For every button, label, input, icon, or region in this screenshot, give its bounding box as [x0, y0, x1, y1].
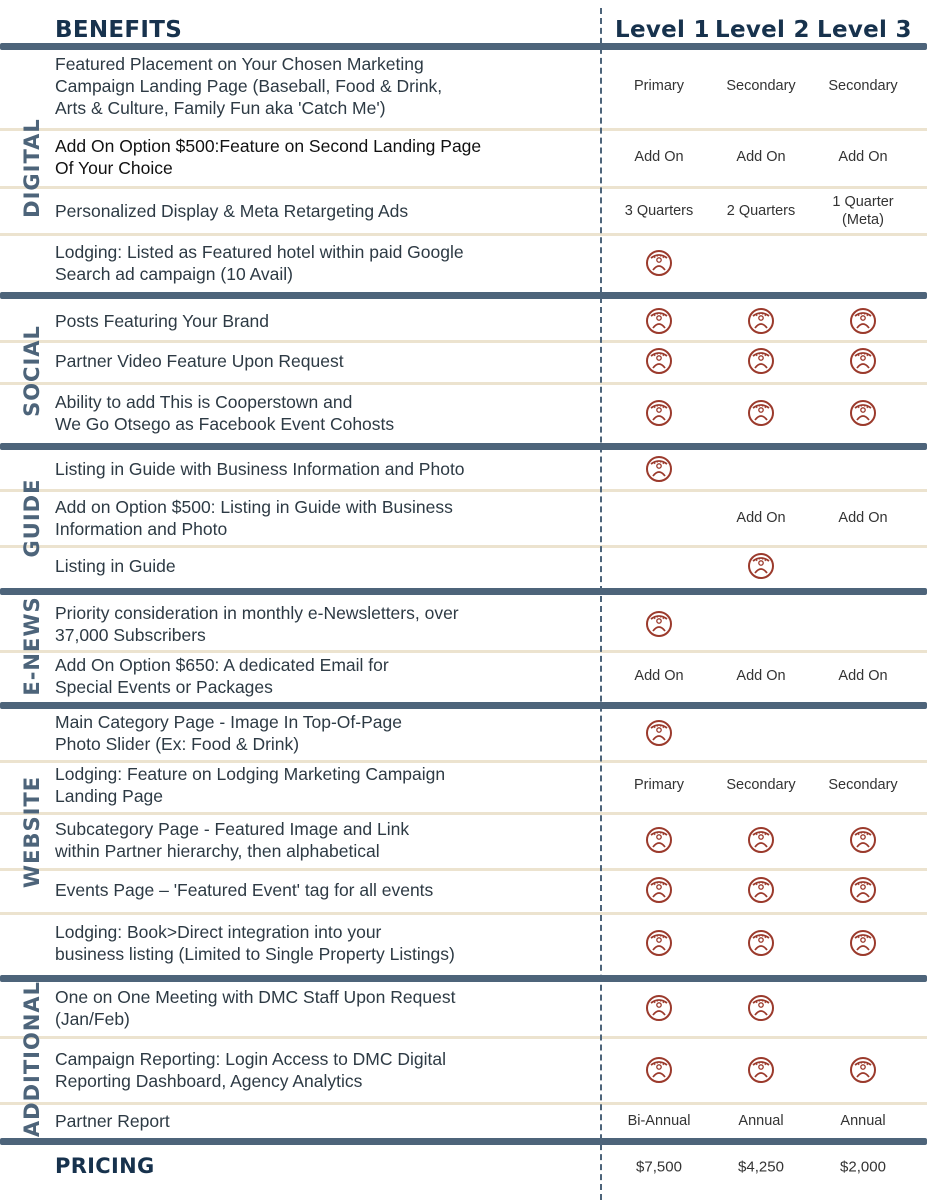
baseball-icon [645, 399, 673, 427]
baseball-icon [645, 994, 673, 1022]
section-label-additional: ADDITIONAL [20, 980, 44, 1138]
row-divider [0, 912, 927, 915]
row-divider [0, 545, 927, 548]
section-divider [0, 292, 927, 299]
section-label-enews: E-NEWS [20, 596, 44, 696]
row-divider [0, 650, 927, 653]
row-divider [0, 340, 927, 343]
level-3-value: Secondary [828, 78, 898, 94]
benefit-label: Partner Report [55, 1111, 170, 1131]
baseball-icon [849, 307, 877, 335]
baseball-icon [747, 552, 775, 580]
level-2-value: Secondary [726, 777, 796, 793]
baseball-icon [849, 876, 877, 904]
row-divider [0, 382, 927, 385]
benefits-header: BENEFITS [55, 17, 183, 43]
price-level-2: $4,250 [738, 1158, 784, 1176]
section-label-website: WEBSITE [20, 775, 44, 889]
level-2-value: Annual [738, 1113, 784, 1129]
baseball-icon [747, 876, 775, 904]
level-3-value: 1 Quarter (Meta) [832, 194, 894, 228]
level-3-value: Add On [838, 668, 888, 684]
section-divider [0, 975, 927, 982]
row-divider [0, 1102, 927, 1105]
benefit-label: One on One Meeting with DMC Staff Upon Request (Jan/Feb) [55, 987, 456, 1029]
baseball-icon [849, 929, 877, 957]
section-label-guide: GUIDE [20, 478, 44, 558]
baseball-icon [645, 826, 673, 854]
section-divider [0, 702, 927, 709]
benefit-label: Add On Option $500:Feature on Second Landing Page Of Your Choice [55, 136, 482, 178]
baseball-icon [747, 399, 775, 427]
level-1-value: Bi-Annual [627, 1113, 691, 1129]
benefit-label: Subcategory Page - Featured Image and Link within Partner hierarchy, then alphabetical [55, 819, 410, 861]
baseball-icon [849, 1056, 877, 1084]
price-level-3: $2,000 [840, 1158, 886, 1176]
benefit-label: Ability to add This is Cooperstown and We Go Otsego as Facebook Event Cohosts [55, 392, 395, 434]
baseball-icon [645, 347, 673, 375]
column-separator [600, 8, 602, 1200]
level-1-value: Primary [634, 78, 684, 94]
level-3-value: Add On [838, 149, 888, 165]
benefit-label: Lodging: Listed as Featured hotel within paid Google Search ad campaign (10 Avail) [55, 242, 464, 284]
baseball-icon [645, 307, 673, 335]
benefit-label: Lodging: Feature on Lodging Marketing Campaign Landing Page [55, 764, 446, 806]
row-divider [0, 1036, 927, 1039]
benefit-label: Listing in Guide [55, 556, 176, 576]
benefit-label: Events Page – 'Featured Event' tag for all events [55, 880, 434, 900]
baseball-icon [645, 719, 673, 747]
row-divider [0, 489, 927, 492]
row-divider [0, 812, 927, 815]
price-level-1: $7,500 [636, 1158, 682, 1176]
benefit-label: Add On Option $650: A dedicated Email for Special Events or Packages [55, 655, 389, 697]
section-label-social: SOCIAL [20, 325, 44, 417]
level-1-value: Primary [634, 777, 684, 793]
baseball-icon [645, 929, 673, 957]
row-divider [0, 233, 927, 236]
benefit-label: Main Category Page - Image In Top-Of-Page Photo Slider (Ex: Food & Drink) [55, 712, 402, 754]
baseball-icon [645, 455, 673, 483]
level-1-value: 3 Quarters [624, 203, 694, 219]
row-divider [0, 128, 927, 131]
benefit-label: Listing in Guide with Business Information and Photo [55, 459, 465, 479]
level-3-value: Annual [840, 1113, 886, 1129]
benefit-label: Partner Video Feature Upon Request [55, 351, 344, 371]
section-divider [0, 443, 927, 450]
benefit-label: Lodging: Book>Direct integration into your business listing (Limited to Single Property Listings) [55, 922, 455, 964]
baseball-icon [849, 399, 877, 427]
benefit-label: Featured Placement on Your Chosen Marketing Campaign Landing Page (Baseball, Food & Drink, Arts & Culture, Family Fun aka 'Catch Me') [55, 54, 443, 118]
baseball-icon [645, 1056, 673, 1084]
benefit-label: Priority consideration in monthly e-Newsletters, over 37,000 Subscribers [55, 603, 459, 645]
row-divider [0, 868, 927, 871]
level-2-header: Level 2 [715, 17, 810, 43]
level-3-header: Level 3 [817, 17, 912, 43]
baseball-icon [747, 347, 775, 375]
benefit-label: Posts Featuring Your Brand [55, 311, 270, 331]
level-2-value: 2 Quarters [726, 203, 796, 219]
level-1-value: Add On [634, 668, 684, 684]
level-1-value: Add On [634, 149, 684, 165]
baseball-icon [747, 307, 775, 335]
header-divider [0, 43, 927, 50]
benefit-label: Personalized Display & Meta Retargeting Ads [55, 201, 409, 221]
pricing-label: PRICING [55, 1154, 155, 1178]
benefit-label: Add on Option $500: Listing in Guide with Business Information and Photo [55, 497, 453, 539]
baseball-icon [645, 249, 673, 277]
level-2-value: Add On [736, 149, 786, 165]
baseball-icon [645, 876, 673, 904]
benefit-label: Campaign Reporting: Login Access to DMC Digital Reporting Dashboard, Agency Analytics [55, 1049, 447, 1091]
level-2-value: Add On [736, 668, 786, 684]
baseball-icon [747, 826, 775, 854]
baseball-icon [849, 347, 877, 375]
baseball-icon [747, 994, 775, 1022]
pricing-divider [0, 1138, 927, 1145]
section-divider [0, 588, 927, 595]
section-label-digital: DIGITAL [20, 118, 44, 218]
level-1-header: Level 1 [615, 17, 710, 43]
baseball-icon [747, 1056, 775, 1084]
baseball-icon [747, 929, 775, 957]
level-2-value: Add On [736, 510, 786, 526]
baseball-icon [849, 826, 877, 854]
baseball-icon [645, 610, 673, 638]
row-divider [0, 186, 927, 189]
level-3-value: Add On [838, 510, 888, 526]
level-2-value: Secondary [726, 78, 796, 94]
level-3-value: Secondary [828, 777, 898, 793]
